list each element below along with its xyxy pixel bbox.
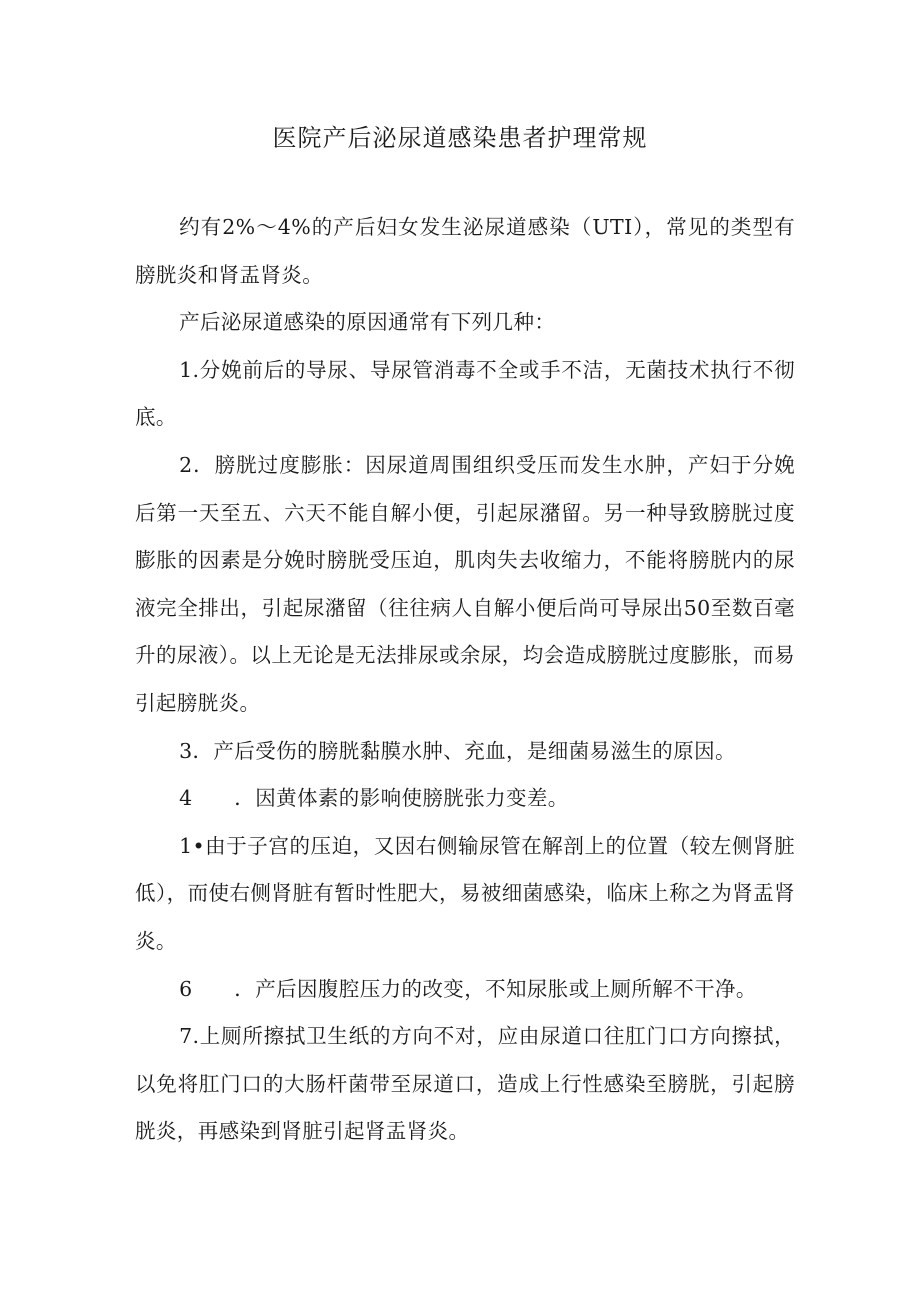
document-title: 医院产后泌尿道感染患者护理常规 — [272, 124, 648, 152]
paragraph-cause-4: 4 ．因黄体素的影响使膀胱张力变差。 — [179, 786, 569, 811]
paragraph-cause-5: 1•由于子宫的压迫，又因右侧输尿管在解剖上的位置（较左侧肾脏低），而使右侧肾脏有暂时性肥大，易被细菌感染，临床上称之为肾盂肾炎。 — [135, 833, 795, 953]
paragraph-cause-1: 1.分娩前后的导尿、导尿管消毒不全或手不洁，无菌技术执行不彻底。 — [135, 357, 795, 430]
paragraph-causes-heading: 产后泌尿道感染的原因通常有下列几种： — [179, 310, 556, 335]
paragraph-intro: 约有2%～4%的产后妇女发生泌尿道感染（UTI），常见的类型有膀胱炎和肾盂肾炎。 — [135, 215, 795, 287]
paragraph-cause-3: 3．产后受伤的膀胱黏膜水肿、充血，是细菌易滋生的原因。 — [179, 738, 736, 763]
paragraph-cause-6: 6 ．产后因腹腔压力的改变，不知尿胀或上厕所解不干净。 — [179, 976, 757, 1001]
paragraph-cause-7: 7.上厕所擦拭卫生纸的方向不对，应由尿道口往肛门口方向擦拭，以免将肛门口的大肠杆菌带至尿道口，造成上行性感染至膀胱，引起膀胱炎，再感染到肾脏引起肾盂肾炎。 — [135, 1024, 795, 1144]
document-body — [135, 204, 795, 1156]
paragraph-cause-2: 2．膀胱过度膨胀：因尿道周围组织受压而发生水肿，产妇于分娩后第一天至五、六天不能自解小便，引起尿潴留。另一种导致膀胱过度膨胀的因素是分娩时膀胱受压迫，肌肉失去收缩力，不能将膀胱内的尿液完全排出，引起尿潴留（往往病人自解小便后尚可导尿出50至数百毫升的尿液）。以上无论是无法排尿或余尿，均会造成膀胱过度膨胀，而易引起膀胱炎。 — [135, 452, 795, 715]
